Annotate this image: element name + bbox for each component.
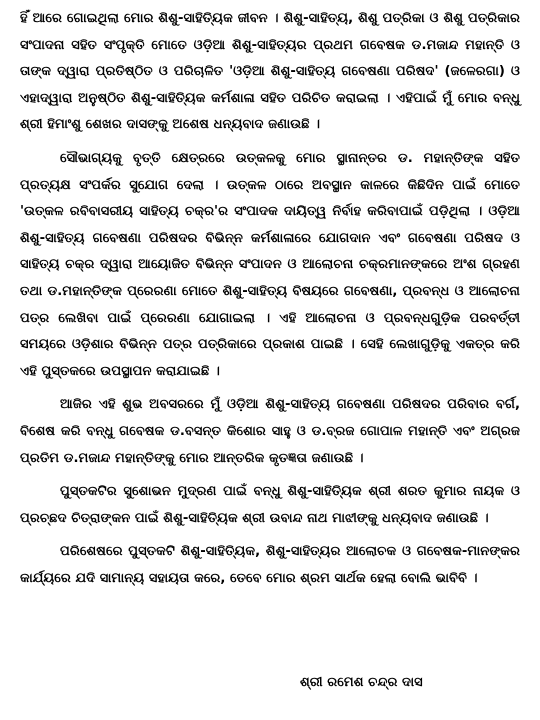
paragraph-5: ପରିଶେଷରେ ପୁସ୍ତକଟି ଶିଶୁ-ସାହିତ୍ୟିକ, ଶିଶୁ-ସାହିତ୍ୟର ଆଲୋଚକ ଓ ଗବେଷକ-ମାନଙ୍କର କାର୍ଯ୍ୟରେ ଯଦି ସାମାନ୍ୟ ସହାୟତା କରେ, ତେବେ ମୋର ଶ୍ରମ ସାର୍ଥକ ହେଲା ବୋଲି ଭାବିବି । (20, 544, 520, 586)
paragraph-4: ପୁସ୍ତକଟିର ସୁଶୋଭନ ମୁଦ୍ରଣ ପାଇଁ ବନ୍ଧୁ ଶିଶୁ-ସାହିତ୍ୟିକ ଶ୍ରୀ ଶରତ କୁମାର ନାୟକ ଓ ପ୍ରଚ୍ଛଦ ଚିତ୍ରାଙ୍କନ ପାଇଁ ଶିଶୁ-ସାହିତ୍ୟିକ ଶ୍ରୀ ଉବାନ୍ଦ ନାଥ ମାଝୀଙ୍କୁ ଧନ୍ୟବାଦ ଜଣାଉଛି । (20, 484, 520, 526)
author-signature: ଶ୍ରୀ ରମେଶ ଚନ୍ଦ୍ର ଦାସ (300, 675, 423, 690)
paragraph-3: ଆଜିର ଏହି ଶୁଭ ଅବସରରେ ମୁଁ ଓଡ଼ିଆ ଶିଶୁ-ସାହିତ୍ୟ ଗବେଷଣା ପରିଷଦର ପରିବାର ବର୍ଗ, ବିଶେଷ କରି ବନ୍ଧୁ ଗବେଷକ ଡ.ବସନ୍ତ କିଶୋର ସାହୁ ଓ ଡ.ବ୍ରଜ ଗୋପାଳ ମହାନ୍ତି ଏବଂ ଅଗ୍ରଜ ପ୍ରତିମ ଡ.ମଜାନ୍ଦ ମହାନ୍ତିଙ୍କୁ ମୋର ଆନ୍ତରିକ କୃତଜ୍ଞତା ଜଣାଉଛି । (20, 397, 520, 466)
paragraph-2: ସୌଭାଗ୍ୟକୁ ବୃତ୍ତି କ୍ଷେତ୍ରରେ ଉତ୍କଳକୁ ମୋର ସ୍ଥାନାନ୍ତର ଡ. ମହାନ୍ତିଙ୍କ ସହିତ ପ୍ରତ୍ୟକ୍ଷ ସଂପର୍କର ସୁଯୋଗ ଦେଲା । ଉତ୍କଳ ଠାରେ ଅବସ୍ଥାନ କାଳରେ କିଛିଦିନ ପାଇଁ ମୋତେ 'ଉତ୍କଳ ରବିବାସରୀୟ ସାହିତ୍ୟ ଚକ୍ର'ର ସଂପାଦକ ଦାୟିତ୍ୱ ନିର୍ବାହ କରିବାପାଇଁ ପଡ଼ିଥିଲା । ଓଡ଼ିଆ ଶିଶୁ-ସାହିତ୍ୟ ଗବେଷଣା ପରିଷଦର ବିଭିନ୍ନ କର୍ମଶାଳାରେ ଯୋଗଦାନ ଏବଂ ଗବେଷଣା ପରିଷଦ ଓ ସାହିତ୍ୟ ଚକ୍ର ଦ୍ୱାରା ଆୟୋଜିତ ବିଭିନ୍ନ ସଂପାଦନ ଓ ଆଲୋଚନା ଚକ୍ରମାନଙ୍କରେ ଅଂଶ ଗ୍ରହଣ ତଥା ଡ.ମହାନ୍ତିଙ୍କ ପ୍ରେରଣା ମୋତେ ଶିଶୁ-ସାହିତ୍ୟ ବିଷୟରେ ଗବେଷଣା, ପ୍ରବନ୍ଧ ଓ ଆଲୋଚନା ପତ୍ର ଲେଖିବା ପାଇଁ ପ୍ରେରଣା ଯୋଗାଇଲା । ଏହି ଆଲୋଚନା ଓ ପ୍ରବନ୍ଧଗୁଡ଼ିକ ପରବର୍ତ୍ତୀ ସମୟରେ ଓଡ଼ିଶାର ବିଭିନ୍ନ ପତ୍ର ପତ୍ରିକାରେ ପ୍ରକାଶ ପାଇଛି । ସେହି ଲେଖାଗୁଡ଼ିକୁ ଏକତ୍ର କରି ଏହି ପୁସ୍ତକରେ ଉପସ୍ଥାପନ କରାଯାଇଛି । (20, 150, 520, 379)
paragraph-1: ହିଁ ଆରେ ଗୋଇଥିଲା ମୋର ଶିଶୁ-ସାହିତ୍ୟିକ ଜୀବନ । ଶିଶୁ-ସାହିତ୍ୟ, ଶିଶୁ ପତ୍ରିକା ଓ ଶିଶୁ ପତ୍ରିକାର ସଂପାଦନା ସହିତ ସଂପୃକ୍ତି ମୋତେ ଓଡ଼ିଆ ଶିଶୁ-ସାହିତ୍ୟର ପ୍ରଥମ ଗବେଷକ ଡ.ମଜାନ୍ଦ ମହାନ୍ତି ଓ ତାଙ୍କ ଦ୍ୱାରା ପ୍ରତିଷ୍ଠିତ ଓ ପରିଚାଳିତ 'ଓଡ଼ିଆ ଶିଶୁ-ସାହିତ୍ୟ ଗବେଷଣା ପରିଷଦ' (ଜଳେରଗା) ଓ ଏହାଦ୍ୱାରା ଅନୁଷ୍ଠିତ ଶିଶୁ-ସାହିତ୍ୟିକ କର୍ମଶାଳା ସହିତ ପରିଚିତ କରାଇଲା । ଏହିପାଇଁ ମୁଁ ମୋର ବନ୍ଧୁ ଶ୍ରୀ ହିମାଂଶୁ ଶେଖର ଦାସଙ୍କୁ ଅଶେଷ ଧନ୍ୟବାଦ ଜଣାଉଛି । (20, 11, 520, 133)
